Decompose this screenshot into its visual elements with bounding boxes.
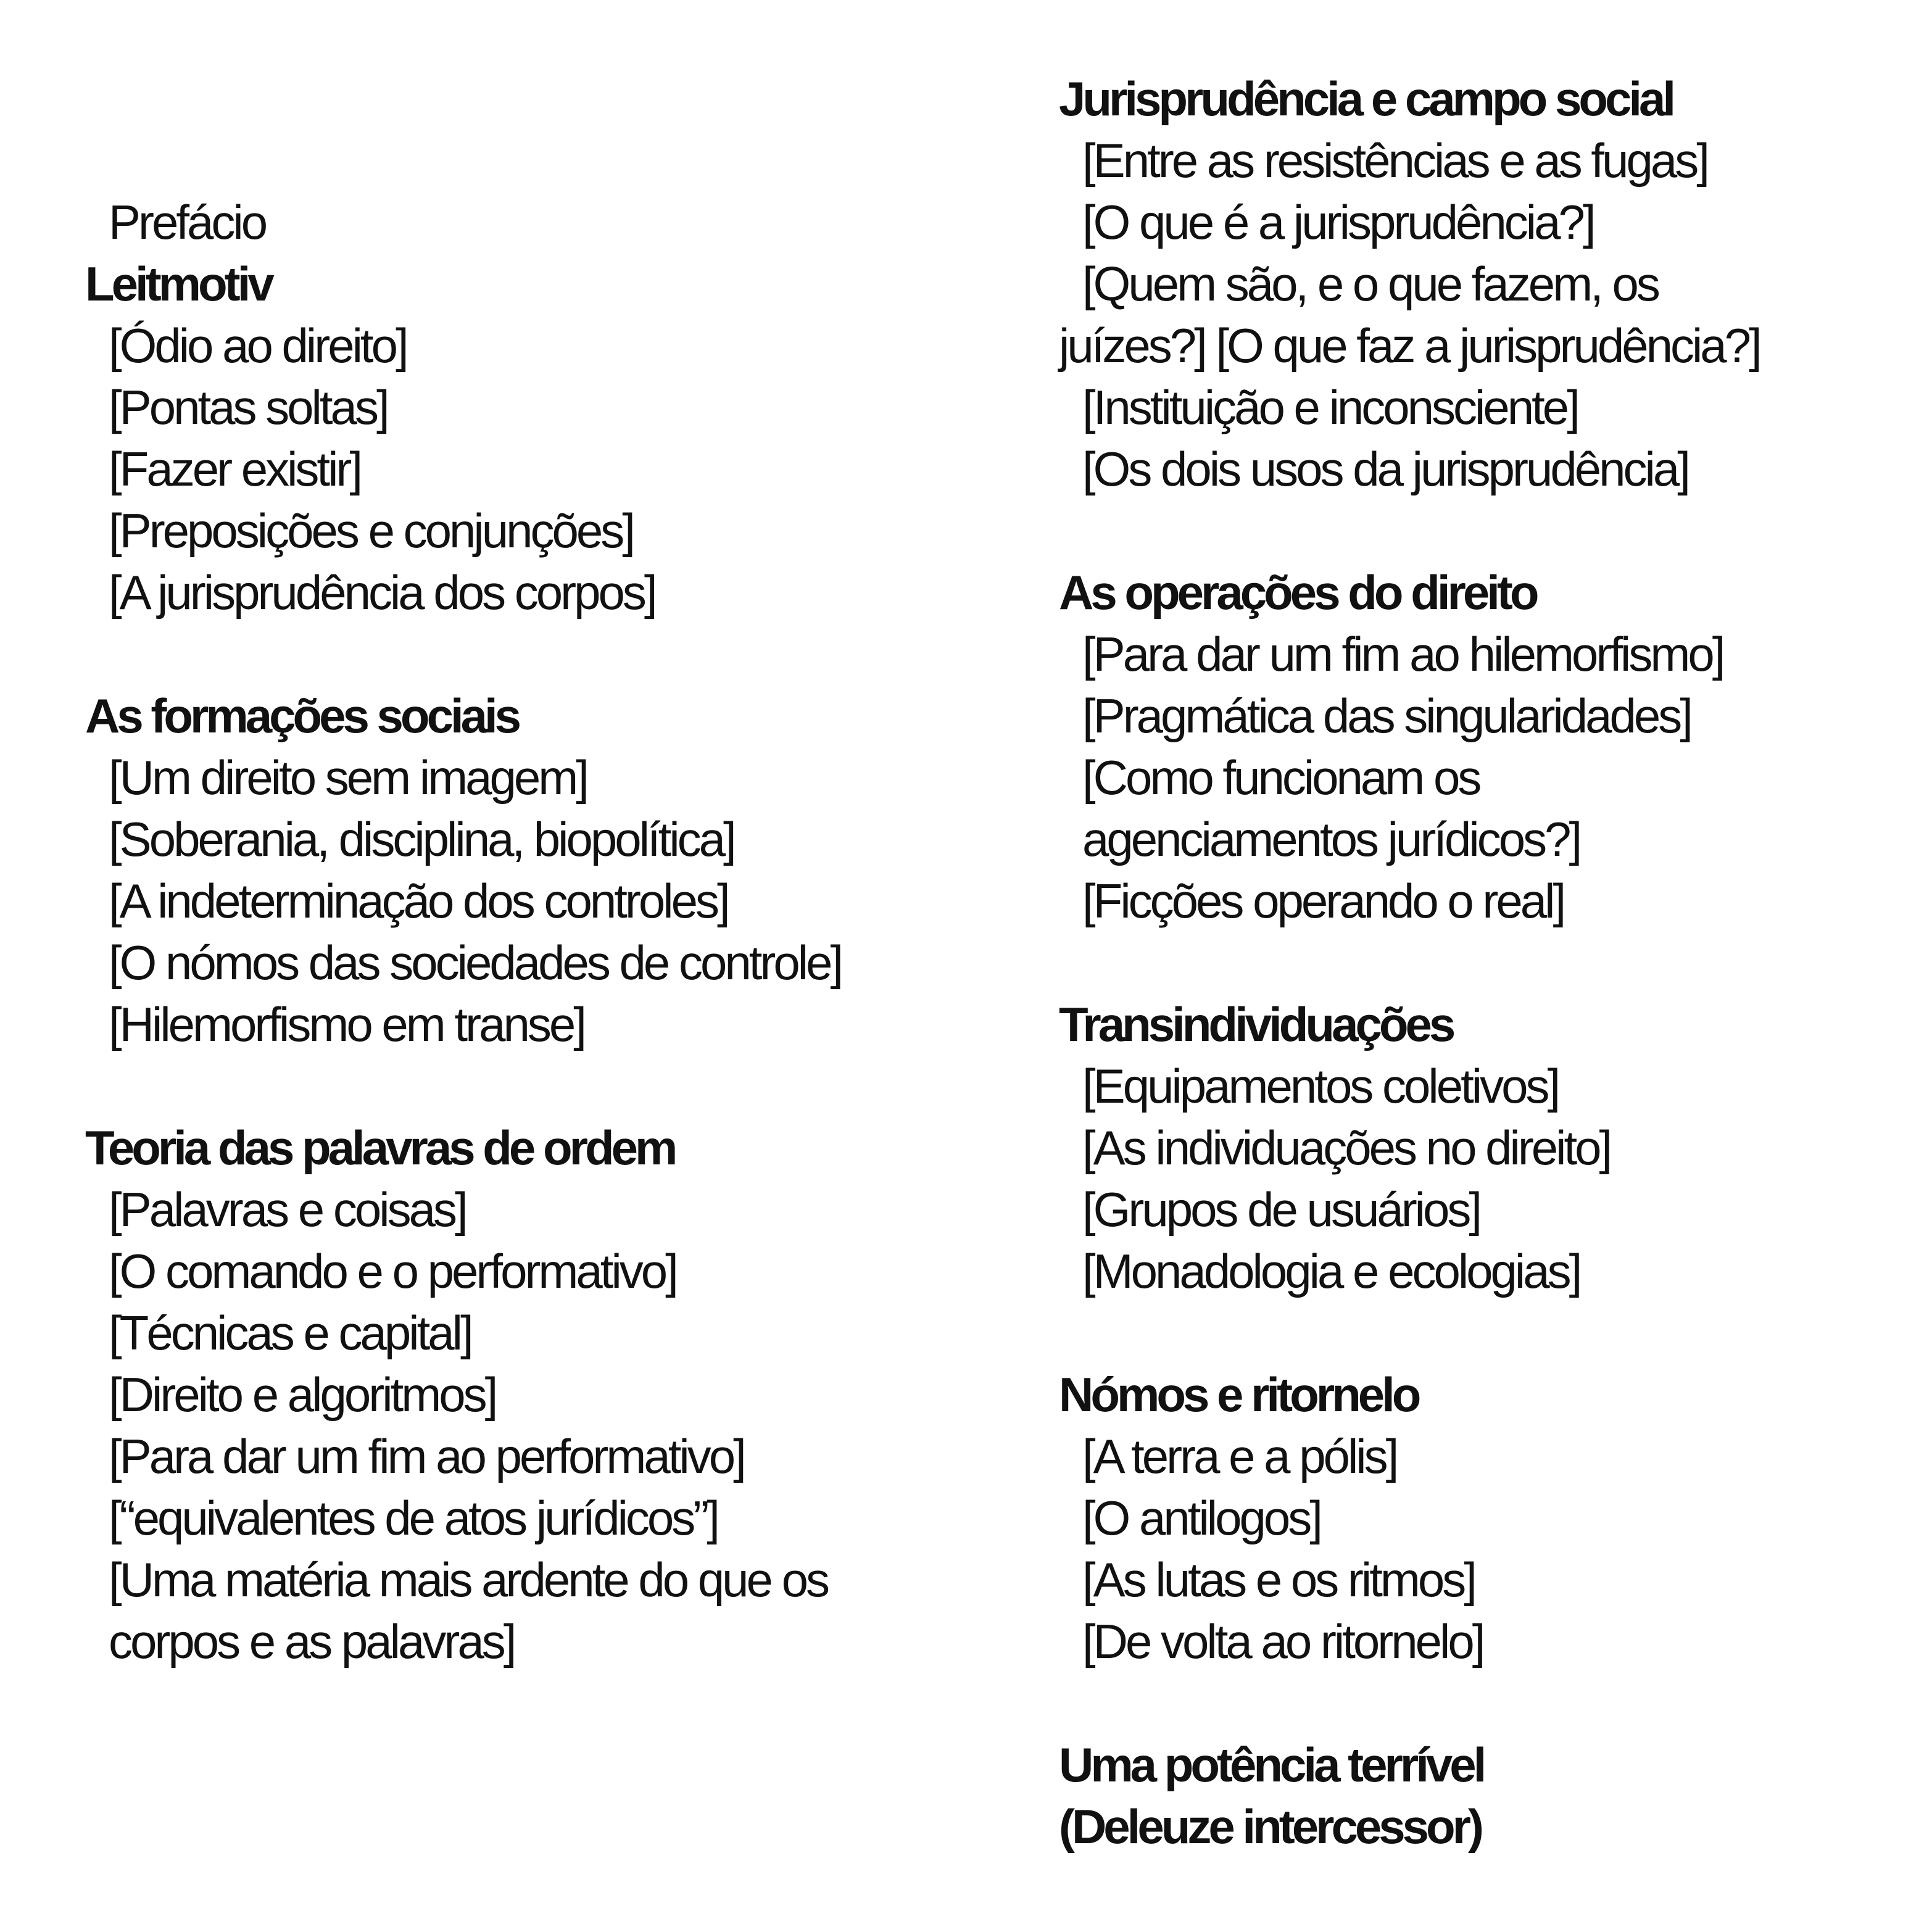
toc-left-column	[85, 191, 1011, 1672]
toc-entry: [Para dar um fim ao hilemorfismo]	[1082, 627, 1723, 681]
toc-entry-continuation: juízes?] [O que faz a jurisprudência?]	[1059, 318, 1760, 373]
toc-spacer	[1059, 1302, 1923, 1364]
toc-section-heading: As operações do direito	[1059, 565, 1536, 620]
toc-section-heading: (Deleuze intercessor)	[1059, 1799, 1481, 1854]
toc-entry: [Um direito sem imagem]	[109, 750, 587, 805]
toc-entry: [“equivalentes de atos jurídicos”]	[109, 1491, 718, 1545]
toc-entry: [As lutas e os ritmos]	[1082, 1553, 1475, 1607]
toc-entry: [O que é a jurisprudência?]	[1082, 195, 1594, 249]
toc-entry: [Soberania, disciplina, biopolítica]	[109, 812, 734, 866]
toc-entry: [A indeterminação dos controles]	[109, 874, 728, 928]
toc-entry: corpos e as palavras]	[109, 1614, 515, 1669]
toc-spacer	[1059, 500, 1923, 562]
toc-entry: [Equipamentos coletivos]	[1082, 1059, 1559, 1113]
toc-entry: [Quem são, e o que fazem, os	[1082, 257, 1658, 311]
toc-entry: [Ficções operando o real]	[1082, 874, 1564, 928]
toc-entry: Prefácio	[109, 195, 266, 249]
toc-entry: [Instituição e inconsciente]	[1082, 380, 1578, 434]
toc-entry: [Palavras e coisas]	[109, 1182, 466, 1237]
toc-entry: [Direito e algoritmos]	[109, 1367, 496, 1422]
toc-spacer	[85, 623, 1011, 685]
toc-entry: [Entre as resistências e as fugas]	[1082, 133, 1707, 188]
toc-entry: [A jurisprudência dos corpos]	[109, 565, 655, 620]
toc-entry: agenciamentos jurídicos?]	[1082, 812, 1580, 866]
toc-spacer	[1059, 1672, 1923, 1734]
toc-section-heading: Transindividuações	[1059, 997, 1453, 1051]
toc-entry: [Os dois usos da jurisprudência]	[1082, 442, 1688, 496]
toc-spacer	[85, 1055, 1011, 1117]
toc-entry: [Grupos de usuários]	[1082, 1182, 1480, 1237]
toc-entry: [Ódio ao direito]	[109, 318, 407, 373]
toc-section-heading: Teoria das palavras de ordem	[85, 1121, 675, 1175]
toc-entry: [Técnicas e capital]	[109, 1306, 471, 1360]
toc-section-heading: Uma potência terrível	[1059, 1738, 1484, 1792]
toc-entry: [O antilogos]	[1082, 1491, 1320, 1545]
toc-entry: [As individuações no direito]	[1082, 1121, 1611, 1175]
toc-right-column	[1059, 68, 1923, 1857]
toc-entry: [De volta ao ritornelo]	[1082, 1614, 1483, 1669]
toc-section-heading: Jurisprudência e campo social	[1059, 72, 1673, 126]
toc-entry: [Preposições e conjunções]	[109, 504, 633, 558]
toc-entry: [O nómos das sociedades de controle]	[109, 935, 842, 990]
toc-entry: [Uma matéria mais ardente do que os	[109, 1553, 827, 1607]
toc-entry: [Pontas soltas]	[109, 380, 388, 434]
toc-entry: [Fazer existir]	[109, 442, 361, 496]
toc-section-heading: Leitmotiv	[85, 257, 272, 311]
toc-entry: [Pragmática das singularidades]	[1082, 689, 1691, 743]
toc-entry: [O comando e o performativo]	[109, 1244, 676, 1298]
toc-spacer	[1059, 932, 1923, 993]
toc-entry: [A terra e a pólis]	[1082, 1429, 1397, 1483]
toc-entry: [Como funcionam os	[1082, 750, 1480, 805]
toc-entry: [Monadologia e ecologias]	[1082, 1244, 1580, 1298]
toc-section-heading: As formações sociais	[85, 689, 519, 743]
toc-entry: [Para dar um fim ao performativo]	[109, 1429, 744, 1483]
toc-entry: [Hilemorfismo em transe]	[109, 997, 584, 1051]
toc-section-heading: Nómos e ritornelo	[1059, 1367, 1419, 1422]
